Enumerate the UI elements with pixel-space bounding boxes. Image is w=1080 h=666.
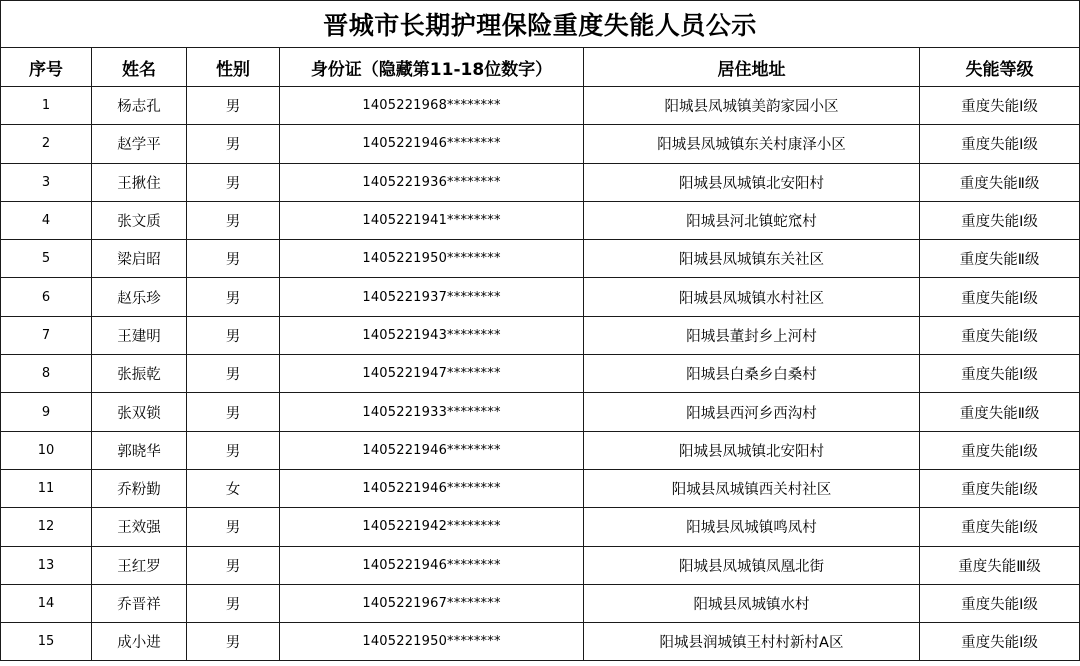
cell-seq: 15 (1, 623, 92, 661)
cell-gender: 男 (187, 508, 280, 546)
column-header-level: 失能等级 (920, 48, 1080, 87)
cell-level: 重度失能Ⅲ级 (920, 546, 1080, 584)
cell-seq: 5 (1, 240, 92, 278)
cell-gender: 男 (187, 546, 280, 584)
cell-level: 重度失能Ⅱ级 (920, 393, 1080, 431)
cell-id: 1405221950******** (280, 240, 584, 278)
cell-seq: 4 (1, 201, 92, 239)
column-header-address: 居住地址 (584, 48, 920, 87)
table-row (1, 355, 1080, 393)
cell-seq: 7 (1, 316, 92, 354)
cell-id: 1405221942******** (280, 508, 584, 546)
cell-gender: 男 (187, 240, 280, 278)
cell-level: 重度失能Ⅰ级 (920, 431, 1080, 469)
cell-level: 重度失能Ⅰ级 (920, 201, 1080, 239)
table-row (1, 125, 1080, 163)
column-header-seq: 序号 (1, 48, 92, 87)
table-row (1, 508, 1080, 546)
cell-level: 重度失能Ⅰ级 (920, 584, 1080, 622)
cell-level: 重度失能Ⅰ级 (920, 278, 1080, 316)
cell-address: 阳城县凤城镇水村 (584, 584, 920, 622)
cell-name: 王红罗 (92, 546, 187, 584)
cell-address: 阳城县凤城镇北安阳村 (584, 431, 920, 469)
cell-id: 1405221941******** (280, 201, 584, 239)
table-row (1, 546, 1080, 584)
cell-seq: 12 (1, 508, 92, 546)
table-row (1, 163, 1080, 201)
cell-address: 阳城县白桑乡白桑村 (584, 355, 920, 393)
column-header-gender: 性别 (187, 48, 280, 87)
table-row (1, 623, 1080, 661)
cell-name: 成小进 (92, 623, 187, 661)
cell-seq: 3 (1, 163, 92, 201)
cell-level: 重度失能Ⅰ级 (920, 508, 1080, 546)
cell-seq: 11 (1, 469, 92, 507)
cell-level: 重度失能Ⅰ级 (920, 623, 1080, 661)
cell-name: 乔晋祥 (92, 584, 187, 622)
cell-level: 重度失能Ⅰ级 (920, 469, 1080, 507)
cell-id: 1405221946******** (280, 431, 584, 469)
table-row (1, 240, 1080, 278)
cell-gender: 男 (187, 278, 280, 316)
cell-name: 乔粉勤 (92, 469, 187, 507)
cell-seq: 6 (1, 278, 92, 316)
cell-id: 1405221946******** (280, 125, 584, 163)
cell-name: 杨志孔 (92, 87, 187, 125)
cell-id: 1405221936******** (280, 163, 584, 201)
table-row (1, 431, 1080, 469)
cell-gender: 男 (187, 125, 280, 163)
cell-name: 赵乐珍 (92, 278, 187, 316)
cell-gender: 男 (187, 87, 280, 125)
cell-id: 1405221937******** (280, 278, 584, 316)
table-row (1, 469, 1080, 507)
cell-gender: 女 (187, 469, 280, 507)
table-row (1, 87, 1080, 125)
cell-id: 1405221968******** (280, 87, 584, 125)
cell-seq: 10 (1, 431, 92, 469)
cell-gender: 男 (187, 584, 280, 622)
cell-name: 王揪住 (92, 163, 187, 201)
cell-name: 张振乾 (92, 355, 187, 393)
table-row (1, 201, 1080, 239)
cell-address: 阳城县凤城镇北安阳村 (584, 163, 920, 201)
cell-id: 1405221950******** (280, 623, 584, 661)
page-title: 晋城市长期护理保险重度失能人员公示 (1, 1, 1080, 48)
cell-gender: 男 (187, 163, 280, 201)
cell-address: 阳城县凤城镇东关社区 (584, 240, 920, 278)
cell-id: 1405221947******** (280, 355, 584, 393)
cell-level: 重度失能Ⅰ级 (920, 316, 1080, 354)
cell-seq: 13 (1, 546, 92, 584)
cell-level: 重度失能Ⅱ级 (920, 240, 1080, 278)
table-row (1, 316, 1080, 354)
cell-id: 1405221933******** (280, 393, 584, 431)
header-row (1, 48, 1080, 87)
cell-level: 重度失能Ⅰ级 (920, 87, 1080, 125)
cell-level: 重度失能Ⅱ级 (920, 163, 1080, 201)
cell-name: 王建明 (92, 316, 187, 354)
cell-address: 阳城县凤城镇鸣凤村 (584, 508, 920, 546)
cell-level: 重度失能Ⅰ级 (920, 125, 1080, 163)
cell-level: 重度失能Ⅰ级 (920, 355, 1080, 393)
cell-seq: 14 (1, 584, 92, 622)
cell-address: 阳城县凤城镇西关村社区 (584, 469, 920, 507)
cell-address: 阳城县河北镇蛇窊村 (584, 201, 920, 239)
cell-gender: 男 (187, 393, 280, 431)
cell-id: 1405221946******** (280, 469, 584, 507)
cell-name: 郭晓华 (92, 431, 187, 469)
cell-gender: 男 (187, 431, 280, 469)
cell-seq: 8 (1, 355, 92, 393)
cell-gender: 男 (187, 201, 280, 239)
cell-address: 阳城县凤城镇水村社区 (584, 278, 920, 316)
column-header-id: 身份证（隐藏第11-18位数字） (280, 48, 584, 87)
cell-seq: 9 (1, 393, 92, 431)
column-header-name: 姓名 (92, 48, 187, 87)
cell-name: 王效强 (92, 508, 187, 546)
cell-seq: 1 (1, 87, 92, 125)
table-row (1, 584, 1080, 622)
cell-address: 阳城县董封乡上河村 (584, 316, 920, 354)
cell-id: 1405221967******** (280, 584, 584, 622)
cell-gender: 男 (187, 623, 280, 661)
cell-name: 赵学平 (92, 125, 187, 163)
cell-address: 阳城县凤城镇美韵家园小区 (584, 87, 920, 125)
cell-gender: 男 (187, 316, 280, 354)
table-row (1, 393, 1080, 431)
cell-name: 张双锁 (92, 393, 187, 431)
table-row (1, 278, 1080, 316)
cell-address: 阳城县润城镇王村村新村A区 (584, 623, 920, 661)
cell-address: 阳城县凤城镇凤凰北街 (584, 546, 920, 584)
cell-address: 阳城县凤城镇东关村康泽小区 (584, 125, 920, 163)
table-body (1, 87, 1080, 661)
cell-seq: 2 (1, 125, 92, 163)
cell-id: 1405221946******** (280, 546, 584, 584)
cell-name: 梁启昭 (92, 240, 187, 278)
cell-id: 1405221943******** (280, 316, 584, 354)
cell-address: 阳城县西河乡西沟村 (584, 393, 920, 431)
cell-name: 张文质 (92, 201, 187, 239)
cell-gender: 男 (187, 355, 280, 393)
